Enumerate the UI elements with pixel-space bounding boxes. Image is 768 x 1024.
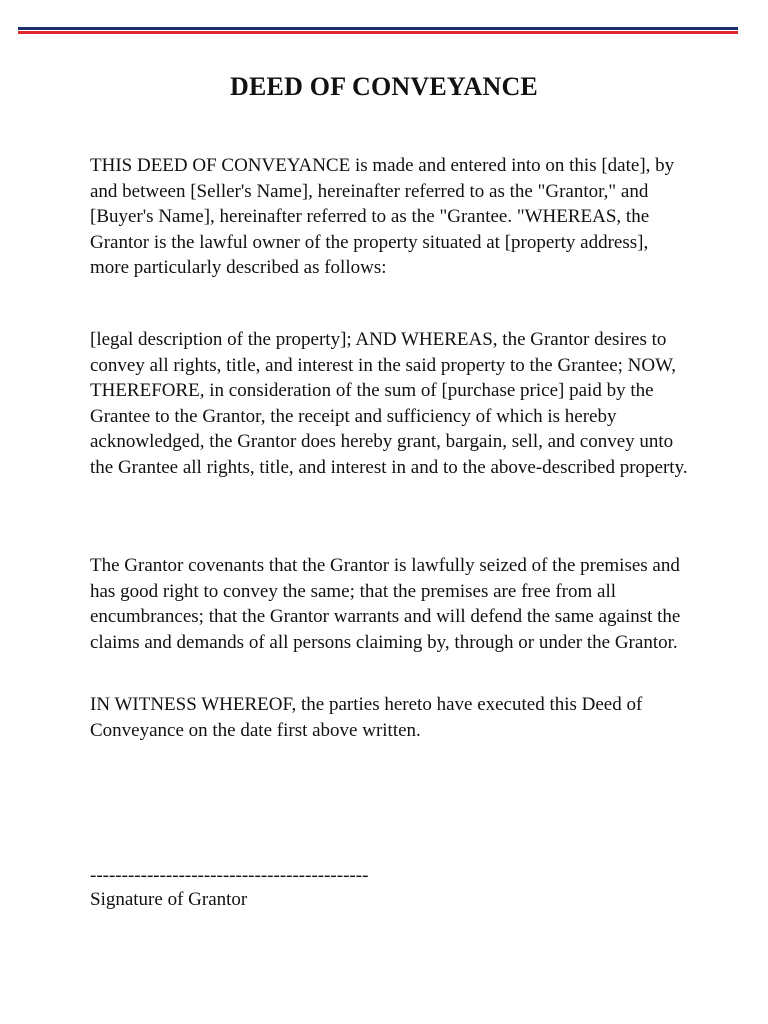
paragraph-preamble: THIS DEED OF CONVEYANCE is made and entered into on this [date], by and between [Seller's Name], hereinafter referred to as the "Grantor," and [Buyer's Name], hereinafter referred to as the "Grantee. "WHEREAS, the Grantor is the lawful owner of the property situated at [property address], more particularly described as follows: xyxy=(90,155,675,279)
header-rule-red xyxy=(18,31,738,34)
paragraph-covenants: The Grantor covenants that the Grantor is lawfully seized of the premises and has good right to convey the same; that the premises are free from all encumbrances; that the Grantor warrants and will defend the same against the claims and demands of all persons claiming by, through or under the Grantor. xyxy=(90,555,681,653)
signature-label: Signature of Grantor xyxy=(90,889,248,910)
header-rule-blue xyxy=(18,27,738,30)
paragraph-witness: IN WITNESS WHEREOF, the parties hereto have executed this Deed of Conveyance on the date first above written. xyxy=(90,694,643,741)
document-title: DEED OF CONVEYANCE xyxy=(230,72,538,101)
paragraph-conveyance: [legal description of the property]; AND WHEREAS, the Grantor desires to convey all rights, title, and interest in the said property to the Grantee; NOW, THEREFORE, in consideration of the sum of [purchase price] paid by the Grantee to the Grantor, the receipt and sufficiency of which is hereby acknowledged, the Grantor does hereby grant, bargain, sell, and convey unto the Grantee all rights, title, and interest in and to the above-described property. xyxy=(90,329,688,478)
signature-line: -------------------------------------------- xyxy=(90,865,369,886)
